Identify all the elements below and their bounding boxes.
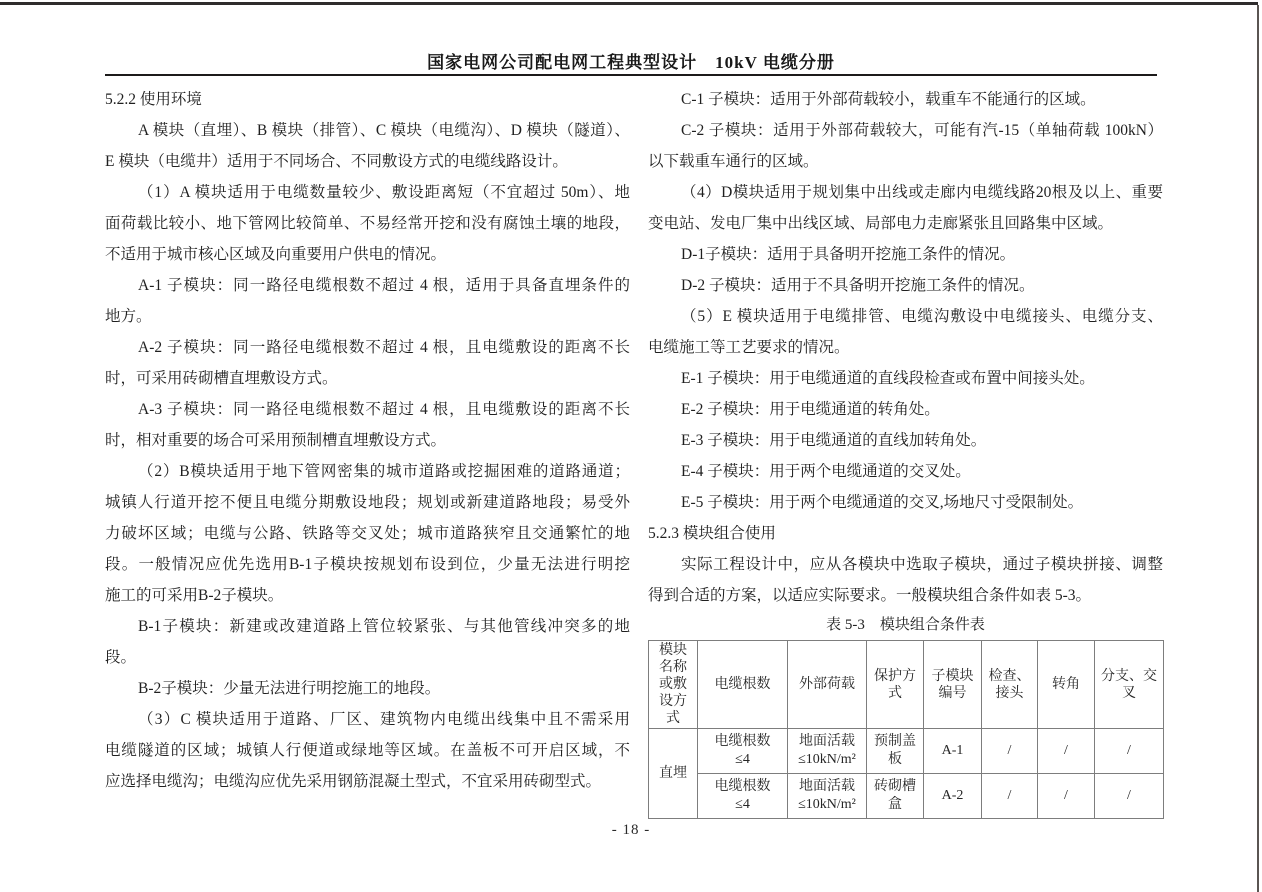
text-line: 变电站、发电厂集中出线区域、局部电力走廊紧张且回路集中区域。: [648, 215, 1114, 232]
text-line: E-4 子模块：用于两个电缆通道的交叉处。: [681, 463, 971, 480]
table-cell-submodule: A-2: [924, 774, 982, 819]
table-cell-branch: /: [1095, 729, 1164, 774]
text-line: 地方。: [105, 308, 152, 325]
table-header-cell: 转角: [1038, 641, 1095, 729]
text-line: 段。一般情况应优先选用B-1子模块按规划布设到位，少量无法进行明挖: [105, 556, 630, 573]
left-column: [105, 84, 630, 819]
text-line: 5.2.2 使用环境: [105, 91, 202, 108]
text-line: 面荷载比较小、地下管网比较简单、不易经常开挖和没有腐蚀土壤的地段，: [105, 215, 630, 232]
page-number: - 18 -: [611, 822, 651, 838]
text-line: 时，可采用砖砌槽直埋敷设方式。: [105, 370, 338, 387]
page-right-border: [1257, 5, 1259, 892]
cell-line: 地面活载: [799, 779, 855, 794]
table-cell-protection: 砖砌槽盒: [867, 774, 924, 819]
table-cell-cables: [698, 774, 788, 819]
text-line: E-3 子模块：用于电缆通道的直线加转角处。: [681, 432, 987, 449]
text-line: （5）E 模块适用于电缆排管、电缆沟敷设中电缆接头、电缆分支、: [681, 308, 1163, 325]
table-header-cell: 保护方式: [867, 641, 924, 729]
text-line: 以下载重车通行的区域。: [648, 153, 819, 170]
text-line: 时，相对重要的场合可采用预制槽直埋敷设方式。: [105, 432, 447, 449]
table-cell-corner: /: [1038, 774, 1095, 819]
table-row: [649, 729, 1164, 774]
text-line: （4）D模块适用于规划集中出线或走廊内电缆线路20根及以上、重要: [681, 184, 1163, 201]
text-line: E-5 子模块：用于两个电缆通道的交叉,场地尺寸受限制处。: [681, 494, 1084, 511]
table-cell-load: [788, 774, 867, 819]
text-line: （1）A 模块适用于电缆数量较少、敷设距离短（不宜超过 50m）、地: [138, 184, 630, 201]
table-cell-cables: [698, 729, 788, 774]
table-cell-protection: 预制盖板: [867, 729, 924, 774]
table-caption: 表 5-3 模块组合条件表: [826, 617, 985, 633]
table-header-row: [649, 641, 1164, 729]
right-column-text: [648, 84, 1163, 611]
table-cell-check: /: [982, 729, 1038, 774]
text-line: （2）B模块适用于地下管网密集的城市道路或挖掘困难的道路通道；: [138, 463, 630, 480]
text-line: A 模块（直埋）、B 模块（排管）、C 模块（电缆沟）、D 模块（隧道）、: [138, 122, 630, 139]
text-line: C-2 子模块：适用于外部荷载较大，可能有汽-15（单轴荷载 100kN）: [681, 122, 1163, 139]
cell-line: ≤10kN/m²: [798, 797, 856, 812]
table-cell-corner: /: [1038, 729, 1095, 774]
table-header-cell: 检查、接头: [982, 641, 1038, 729]
table-cell-load: [788, 729, 867, 774]
text-line: 施工的可采用B-2子模块。: [105, 587, 284, 604]
text-line: 应选择电缆沟；电缆沟应优先采用钢筋混凝土型式，不宜采用砖砌型式。: [105, 773, 602, 790]
document-header-title: 国家电网公司配电网工程典型设计 10kV 电缆分册: [427, 53, 835, 72]
table-header-cell: 模块名称或敷设方式: [649, 641, 698, 729]
text-line: 电缆施工等工艺要求的情况。: [648, 339, 850, 356]
text-line: 城镇人行道开挖不便且电缆分期敷设地段；规划或新建道路地段；易受外: [105, 494, 630, 511]
text-line: D-1子模块：适用于具备明开挖施工条件的情况。: [681, 246, 1016, 263]
text-line: C-1 子模块：适用于外部荷载较小，载重车不能通行的区域。: [681, 91, 1096, 108]
text-line: E-1 子模块：用于电缆通道的直线段检查或布置中间接头处。: [681, 370, 1095, 387]
text-line: 段。: [105, 649, 137, 666]
table-cell-group: 直埋: [649, 729, 698, 819]
cell-line: ≤4: [735, 752, 750, 767]
page-top-border: [0, 2, 1258, 5]
cell-line: 地面活载: [799, 734, 855, 749]
cell-line: ≤4: [735, 797, 750, 812]
right-column: [648, 84, 1163, 819]
cell-line: 电缆根数: [714, 734, 771, 749]
table-header-cell: 外部荷载: [788, 641, 867, 729]
table-cell-branch: /: [1095, 774, 1164, 819]
text-line: A-3 子模块：同一路径电缆根数不超过 4 根，且电缆敷设的距离不长: [138, 401, 630, 418]
text-line: 电缆隧道的区域；城镇人行便道或绿地等区域。在盖板不可开启区域，不: [105, 742, 630, 759]
table-cell-submodule: A-1: [924, 729, 982, 774]
table-row: [649, 774, 1164, 819]
table-header-cell: 子模块编号: [924, 641, 982, 729]
table-header-cell: 分支、交叉: [1095, 641, 1164, 729]
text-line: E 模块（电缆井）适用于不同场合、不同敷设方式的电缆线路设计。: [105, 153, 568, 170]
text-line: D-2 子模块：适用于不具备明开挖施工条件的情况。: [681, 277, 1035, 294]
text-line: 5.2.3 模块组合使用: [648, 525, 776, 542]
text-line: 实际工程设计中，应从各模块中选取子模块，通过子模块拼接、调整: [681, 556, 1163, 573]
cell-line: 电缆根数: [714, 779, 771, 794]
text-line: A-2 子模块：同一路径电缆根数不超过 4 根，且电缆敷设的距离不长: [138, 339, 630, 356]
text-line: B-2子模块：少量无法进行明挖施工的地段。: [138, 680, 441, 697]
text-line: 不适用于城市核心区域及向重要用户供电的情况。: [105, 246, 447, 263]
table-cell-check: /: [982, 774, 1038, 819]
text-line: E-2 子模块：用于电缆通道的转角处。: [681, 401, 940, 418]
document-body: [105, 84, 1163, 819]
text-line: 力破坏区域；电缆与公路、铁路等交叉处；城市道路狭窄且交通繁忙的地: [105, 525, 630, 542]
text-line: （3）C 模块适用于道路、厂区、建筑物内电缆出线集中且不需采用: [138, 711, 630, 728]
text-line: 得到合适的方案，以适应实际要求。一般模块组合条件如表 5-3。: [648, 587, 1092, 604]
header-underline: [105, 74, 1157, 76]
module-combination-table: [648, 640, 1164, 819]
text-line: B-1子模块：新建或改建道路上管位较紧张、与其他管线冲突多的地: [138, 618, 630, 635]
table-header-cell: 电缆根数: [698, 641, 788, 729]
text-line: A-1 子模块：同一路径电缆根数不超过 4 根，适用于具备直埋条件的: [138, 277, 630, 294]
cell-line: ≤10kN/m²: [798, 752, 856, 767]
